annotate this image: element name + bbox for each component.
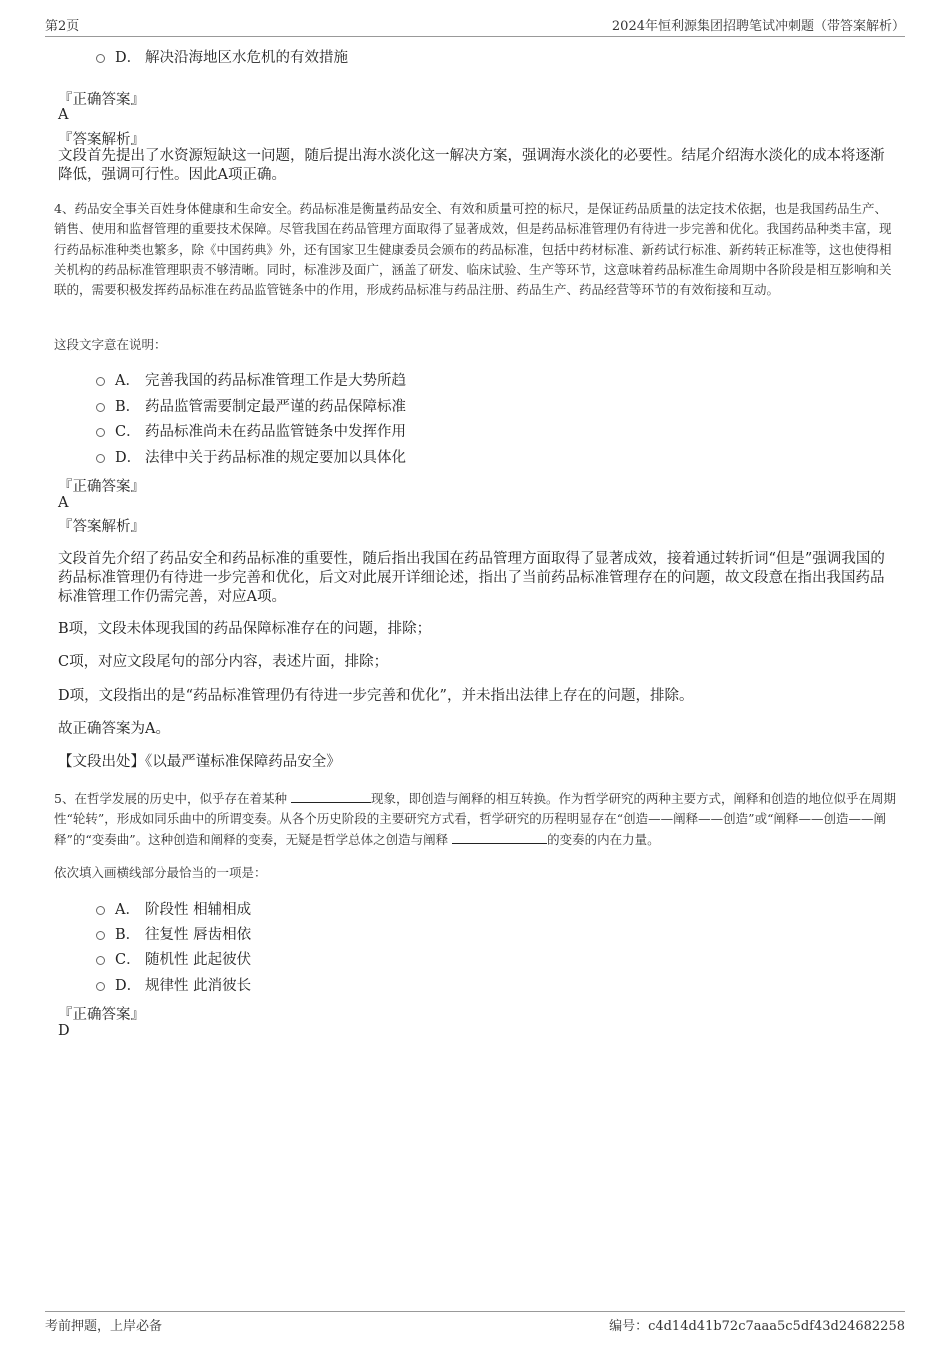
q4-answer-label: 『正确答案』	[58, 479, 145, 495]
blank-2	[452, 830, 547, 844]
q3-analysis: 文段首先提出了水资源短缺这一问题，随后提出海水淡化这一解决方案，强调海水淡化的必要性。结尾介绍海水淡化的成本将逐渐降低，强调可行性。因此A项正确。	[58, 148, 885, 183]
q4-answer: A	[58, 495, 69, 511]
q5-prompt: 依次填入画横线部分最恰当的一项是：	[54, 865, 267, 880]
q4-source: 【文段出处】《以最严谨标准保障药品安全》	[58, 754, 341, 770]
q4-option-d[interactable]: D． 法律中关于药品标准的规定要加以具体化	[96, 446, 406, 466]
radio-icon[interactable]	[96, 956, 105, 965]
radio-icon[interactable]	[96, 403, 105, 412]
q5-option-c[interactable]: C． 随机性 此起彼伏	[96, 948, 251, 968]
page-header	[45, 14, 905, 37]
q4-analysis-d: D项，文段指出的是“药品标准管理仍有待进一步完善和优化”，并未指出法律上存在的问题，排除。	[58, 688, 694, 704]
document-code: 编号：c4d14d41b72c7aaa5c5df43d24682258	[609, 1319, 905, 1334]
q5-option-b[interactable]: B． 往复性 唇齿相依	[96, 923, 251, 943]
q4-analysis-main: 文段首先介绍了药品安全和药品标准的重要性，随后指出我国在药品管理方面取得了显著成效，接着通过转折词“但是”强调我国的药品标准管理仍有待进一步完善和优化，后文对此展开详细论述，指出了当前药品标准管理存在的问题，故文段意在指出我国药品标准管理工作仍需完善，对应A项。	[58, 551, 885, 605]
footer-slogan: 考前押题，上岸必备	[45, 1319, 163, 1334]
q3-answer-label: 『正确答案』	[58, 92, 145, 108]
radio-icon[interactable]	[96, 377, 105, 386]
q5-answer-label: 『正确答案』	[58, 1007, 145, 1023]
radio-icon[interactable]	[96, 454, 105, 463]
q4-question-text: 4、药品安全事关百姓身体健康和生命安全。药品标准是衡量药品安全、有效和质量可控的标尺，是保证药品质量的法定技术依据，也是我国药品生产、销售、使用和监督管理的重要技术保障。尽管我国在药品管理方面取得了显著成效，但是药品标准管理仍有待进一步完善和优化。我国药品种类丰富，现行药品标准种类也繁多，除《中国药典》外，还有国家卫生健康委员会颁布的药品标准，包括中药材标准、新药试行标准、新药转正标准等，这也使得相关机构的药品标准管理职责不够清晰。同时，标准涉及面广，涵盖了研发、临床试验、生产等环节，这意味着药品标准生命周期中各阶段是相互影响和关联的，需要积极发挥药品标准在药品监管链条中的作用，形成药品标准与药品注册、药品生产、药品经营等环节的有效衔接和互动。	[54, 201, 892, 298]
page-footer	[45, 1311, 905, 1334]
q4-option-b[interactable]: B． 药品监管需要制定最严谨的药品保障标准	[96, 395, 406, 415]
radio-icon[interactable]	[96, 982, 105, 991]
q3-option-d[interactable]: D． 解决沿海地区水危机的有效措施	[96, 46, 348, 66]
q4-analysis-c: C项，对应文段尾句的部分内容，表述片面，排除；	[58, 654, 389, 670]
page-number: 第2页	[45, 19, 80, 34]
radio-icon[interactable]	[96, 906, 105, 915]
q4-option-a[interactable]: A． 完善我国的药品标准管理工作是大势所趋	[96, 369, 406, 389]
radio-icon[interactable]	[96, 54, 105, 63]
q3-answer: A	[58, 107, 69, 123]
radio-icon[interactable]	[96, 931, 105, 940]
q4-analysis-b: B项，文段未体现我国的药品保障标准存在的问题，排除；	[58, 621, 432, 637]
q5-option-d[interactable]: D． 规律性 此消彼长	[96, 974, 251, 994]
radio-icon[interactable]	[96, 428, 105, 437]
q5-answer: D	[58, 1023, 70, 1039]
q4-analysis-conclusion: 故正确答案为A。	[58, 721, 170, 737]
q4-option-c[interactable]: C． 药品标准尚未在药品监管链条中发挥作用	[96, 420, 406, 440]
q5-option-a[interactable]: A． 阶段性 相辅相成	[96, 898, 251, 918]
q4-analysis-label: 『答案解析』	[58, 519, 145, 535]
document-title: 2024年恒利源集团招聘笔试冲刺题（带答案解析）	[611, 19, 905, 34]
blank-1	[291, 789, 371, 803]
q3-analysis-label: 『答案解析』	[58, 132, 145, 148]
q5-question-text: 5、在哲学发展的历史中，似乎存在着某种 现象，即创造与阐释的相互转换。作为哲学研究的两种主要方式，阐释和创造的地位似乎在周期性“轮转”，形成如同乐曲中的所谓变奏。从各个历史阶段的主要研究方式看，哲学研究的历程明显存在“创造——阐释——创造”或“阐释——创造——阐释”的“变奏曲”。这种创造和阐释的变奏，无疑是哲学总体之创造与阐释 的变奏的内在力量。	[54, 791, 896, 847]
q4-prompt: 这段文字意在说明：	[54, 337, 167, 352]
